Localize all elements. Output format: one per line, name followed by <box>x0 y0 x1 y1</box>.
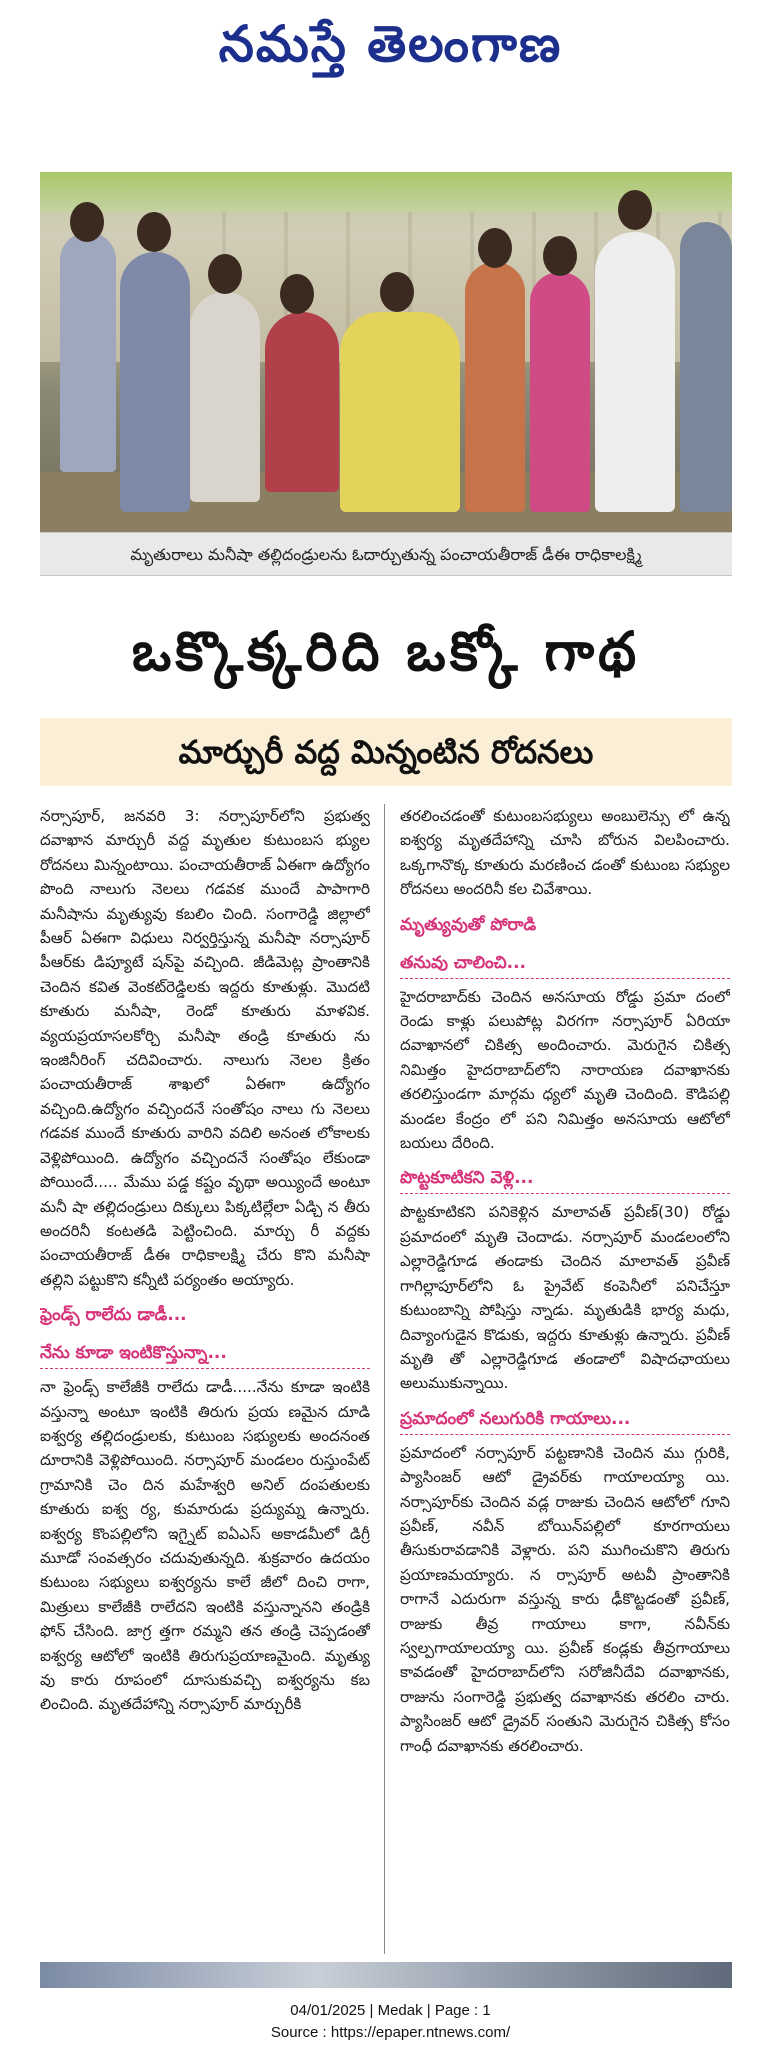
page-footer <box>0 2000 781 2060</box>
headline: ఒక్కొక్కరిది ఒక్కో గాథ <box>131 620 641 683</box>
news-photo <box>40 172 732 532</box>
article-paragraph: పొట్టకూటికని పనికెళ్లిన మాలావత్ ప్రవీణ్(30) రోడ్డు ప్రమాదంలో మృతి చెందాడు. నర్సాపూర్ మండలంలోని ఎల్లారెడ్డిగూడ తండాకు చెందిన మాలావత్ ప్రవీణ్ గాగిల్లాపూర్‌లోని ఓ ప్రైవేట్ కంపెనీలో పనిచేస్తూ కుటుంబాన్ని పోషిస్తు న్నాడు. మృతుడికి భార్య మధు, దివ్యాంగుడైన కొడుకు, ఇద్దరు కూతుళ్లు ఉన్నారు. ప్రవీణ్ మృతి తో ఎల్లారెడ్డిగూడ తండాలో విషాదఛాయలు అలుముకున్నాయి. <box>400 1203 730 1393</box>
person-figure <box>120 252 190 512</box>
person-figure <box>190 292 260 502</box>
person-head <box>137 212 171 252</box>
person-figure <box>595 232 675 512</box>
photo-caption: మృతురాలు మనీషా తల్లిదండ్రులను ఓదార్చుతున్న పంచాయతీరాజ్ డీఈ రాధికాలక్ష్మి <box>40 532 732 576</box>
person-head <box>543 236 577 276</box>
person-figure <box>265 312 339 492</box>
next-article-image-strip <box>40 1962 732 1988</box>
column-divider <box>384 804 385 1954</box>
article-paragraph: తరలించడంతో కుటుంబసభ్యులు అంబులెన్సు లో ఉన్న ఐశ్వర్య మృతదేహాన్ని చూసి బోరున విలపించారు. ఒక్కగానొక్క కూతురు మరణించ డంతో కుటుంబ సభ్యుల రోదనలు అందరినీ కల చివేశాయి. <box>400 807 730 899</box>
subheadline: మార్చురీ వద్ద మిన్నంటిన రోదనలు <box>40 718 732 786</box>
article-subheading: పొట్టకూటికని వెళ్లి... <box>400 1163 730 1194</box>
article-paragraph: నర్సాపూర్, జనవరి 3: నర్సాపూర్‌లోని ప్రభుత్వ దవాఖాన మార్చురీ వద్ద మృతుల కుటుంబస భ్యుల రోదనలు మిన్నంటాయి. పంచాయతీరాజ్ ఏఈగా ఉద్యోగం పొంది నాలుగు నెలలు గడవక ముందే పాపాగారి మనీషాను మృత్యువు కబలిం చింది. సంగారెడ్డి జిల్లాలో పీఆర్ ఏఈగా విధులు నిర్వర్తిస్తున్న మనీషా నర్సాపూర్ పీఆర్‌కు డిప్యూటే షన్‌పై వచ్చింది. జీడిమెట్ల ప్రాంతానికి చెందిన కవిత వెంకట్‌రెడ్డిలకు ఇద్దరు కూతుళ్లు. మొదటి కూతురు మనీషా, రెండో కూతురు మాళవిక. వ్యయప్రయాసలకోర్చి మనీషా తండ్రి కూతురు ను ఇంజినీరింగ్ చదివించారు. నాలుగు నెలల క్రితం పంచాయతీరాజ్ శాఖలో ఏఈగా ఉద్యోగం వచ్చింది.ఉద్యోగం వచ్చిందనే సంతోషం నాలు గు నెలలు గడవక ముందే కూతురు వారిని వదిలి అనంత లోకాలకు వెళ్లిపోయింది. ఉద్యోగం వచ్చిందనే సంతోషం లేకుండా పోయిందే..... మేము పడ్డ కష్టం వృథా అయ్యిందే అంటూ మనీ షా తల్లిదండ్రులు దిక్కులు పిక్కటిల్లేలా ఏడ్చి న తీరు అందరినీ కంటతడి పెట్టించింది. మార్చు రీ వద్దకు పంచాయతీరాజ్ డీఈ రాధికాలక్ష్మి చేరు కొని మనీషా తల్లిని పట్టుకొని కన్నీటి పర్యంతం అయ్యారు. <box>40 807 370 1289</box>
person-head <box>380 272 414 312</box>
person-head <box>280 274 314 314</box>
article-column-right <box>400 804 730 1954</box>
person-head <box>478 228 512 268</box>
person-head <box>208 254 242 294</box>
article-subheading: ఫ్రెండ్స్ రాలేదు డాడీ... <box>40 1305 187 1326</box>
masthead-logo: నమస్తే తెలంగాణ <box>218 14 563 73</box>
article-paragraph: హైదరాబాద్‌కు చెందిన అనసూయ రోడ్డు ప్రమా దంలో రెండు కాళ్లు పలుపోట్ల విరగగా నర్సాపూర్ ఏరియా దవాఖానలో చికిత్స అందించారు. మెరుగైన చికిత్స నిమిత్తం హైదరాబాద్‌లోని నారాయణ దవాఖానకు తరలిస్తుండగా మార్గమ ధ్యలో మృతి చెందింది. కౌడిపల్లి మండల కేంద్రం లో పని నిమిత్తం అనసూయ ఆటోలో బయలు దేరింది. <box>400 987 730 1153</box>
person-figure <box>60 232 116 472</box>
person-figure <box>340 312 460 512</box>
article-paragraph: ప్రమాదంలో నర్సాపూర్ పట్టణానికి చెందిన ము గ్గురికి, ప్యాసింజర్ ఆటో డ్రైవర్‌కు గాయాలయ్యా యి. నర్సాపూర్‌కు చెందిన వడ్ల రాజుకు చెందిన ఆటోలో గూని ప్రవీణ్, నవీన్ బోయిన్‌పల్లిలో కూరగాయలు తీసుకురావడానికి వెళ్లారు. పని ముగించుకొని తిరుగు ప్రయాణమయ్యారు. న ర్సాపూర్ అటవీ ప్రాంతానికి రాగానే ఎదురుగా వస్తున్న కారు ఢీకొట్టడంతో ప్రవీణ్, రాజుకు తీవ్ర గాయాలు కాగా, నవీన్‌కు స్వల్పగాయాలయ్యా యి. ప్రవీణ్ కండ్లకు తీవ్రగాయాలు కావడంతో హైదరాబాద్‌లోని సరోజినీదేవి దవాఖానకు, రాజును సంగారెడ్డి ప్రభుత్వ దవాఖానకు తరలిం చారు. ప్యాసింజర్ ఆటో డ్రైవర్ సంతుని మెరుగైన చికిత్స కోసం గాంధీ దవాఖానకు తరలించారు. <box>400 1443 730 1755</box>
person-figure <box>465 262 525 512</box>
footer-source: Source : https://epaper.ntnews.com/ <box>270 2024 511 2041</box>
footer-date-edition: 04/01/2025 | Medak | Page : 1 <box>290 2002 491 2019</box>
article-paragraph: నా ఫ్రెండ్స్ కాలేజీకి రాలేదు డాడీ.....నేను కూడా ఇంటికి వస్తున్నా అంటూ ఇంటికి తిరుగు ప్రయ ణమైన దూడి ఐశ్వర్య తల్లిదండ్రులకు, కుటుంబ సభ్యులకు అందనంత దూరానికి వెళ్లిపోయింది. నర్సాపూర్ మండలం రుస్తుంపేట్ గ్రామానికి చెం దిన మహేశ్వరి అనిల్ దంపతులకు కూతురు ఐశ్వ ర్య, కుమారుడు ప్రద్యుమ్న ఉన్నారు. ఐశ్వర్య కొంపల్లిలోని ఇగ్నైట్ ఐఏఎస్ అకాడమీలో డిగ్రీ మూడో సంవత్సరం చదువుతున్నది. శుక్రవారం ఉదయం కుటుంబ సభ్యులు ఐశ్వర్యను కాలే జీలో దించి రాగా, మిత్రులు కాలేజీకి రాలేదని ఇంటికి వస్తున్నానని తండ్రికి ఫోన్ చేసింది. జాగ్ర త్తగా రమ్మని తన తండ్రి చెప్పడంతో ఐశ్వర్య ఆటోలో ఇంటికి తిరుగుప్రయాణమైంది. మృత్యు వు కారు రూపంలో దూసుకువచ్చి ఐశ్వర్యను కబ లించింది. మృతదేహాన్ని నర్సాపూర్ మార్చురీకి <box>40 1378 370 1714</box>
article-subheading: మృత్యువుతో పోరాడి <box>400 914 537 935</box>
article-subheading: ప్రమాదంలో నలుగురికి గాయాలు... <box>400 1404 730 1435</box>
person-head <box>618 190 652 230</box>
person-head <box>70 202 104 242</box>
article-subheading: నేను కూడా ఇంటికొస్తున్నా... <box>40 1338 370 1369</box>
person-figure <box>680 222 732 512</box>
article-column-left <box>40 804 370 1954</box>
article-subheading: తనువు చాలించి... <box>400 948 730 979</box>
person-figure <box>530 272 590 512</box>
